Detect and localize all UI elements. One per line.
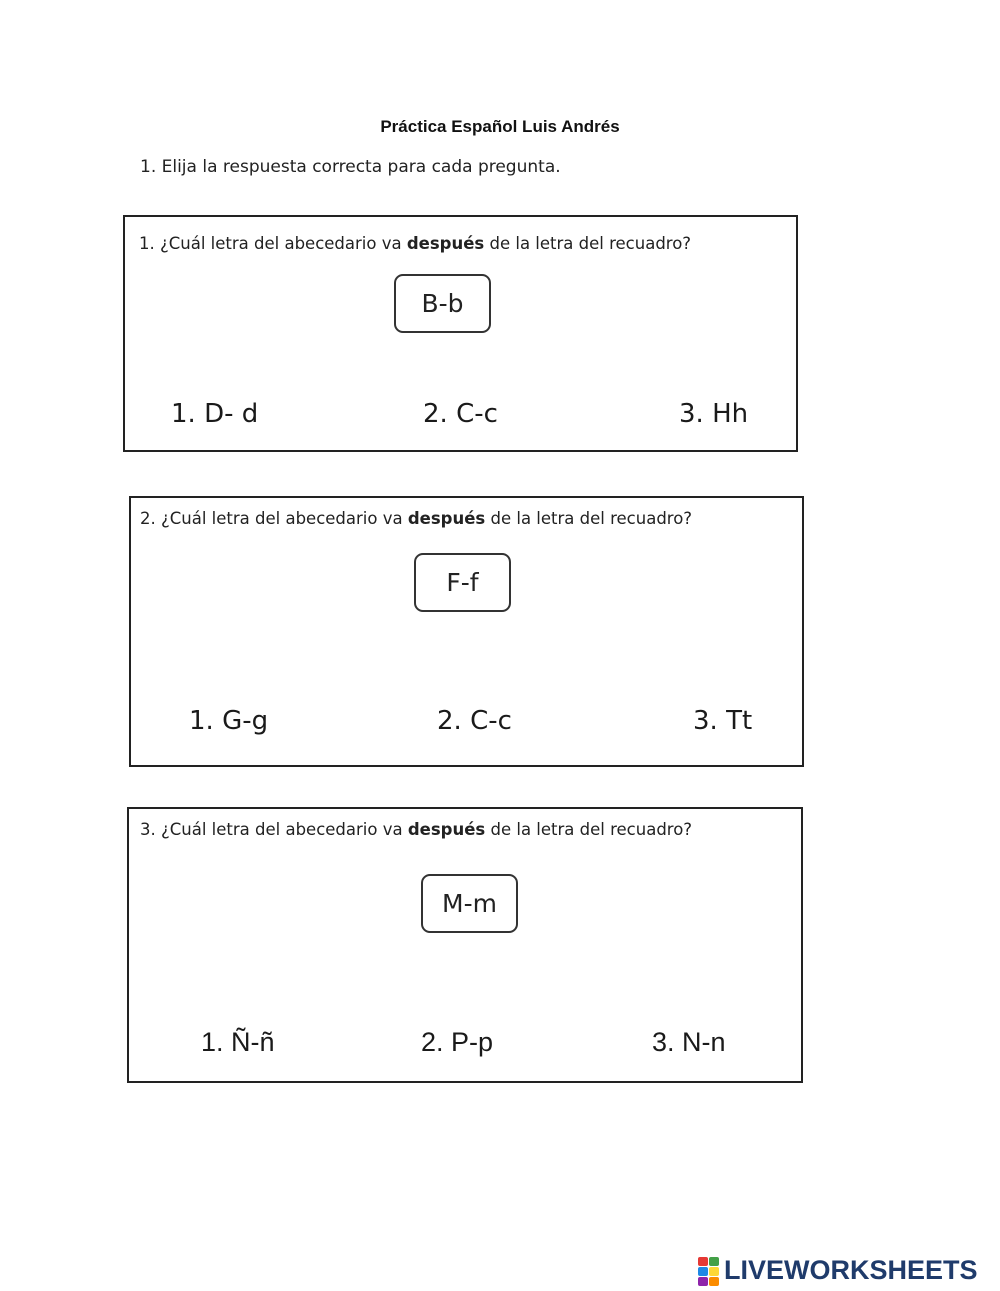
letter-box-1: B-b bbox=[394, 274, 491, 333]
question-text-1 bbox=[139, 234, 691, 253]
question-emphasis: después bbox=[406, 234, 485, 253]
answer-option-2-3[interactable]: 3. Tt bbox=[693, 706, 753, 736]
letter-box-3: M-m bbox=[421, 874, 518, 933]
question-prefix: 2. ¿Cuál letra del abecedario va bbox=[140, 509, 408, 528]
question-suffix: de la letra del recuadro? bbox=[485, 820, 693, 839]
question-emphasis: después bbox=[407, 509, 486, 528]
answer-option-3-2[interactable]: 2. P-p bbox=[421, 1027, 494, 1057]
question-text-2 bbox=[140, 509, 692, 528]
question-prefix: 1. ¿Cuál letra del abecedario va bbox=[139, 234, 407, 253]
liveworksheets-logo bbox=[698, 1255, 978, 1286]
answer-option-3-1[interactable]: 1. Ñ-ñ bbox=[201, 1027, 275, 1057]
question-box-2 bbox=[129, 496, 804, 767]
question-box-3 bbox=[127, 807, 803, 1083]
page-title: Práctica Español Luis Andrés bbox=[380, 117, 620, 136]
question-emphasis: después bbox=[407, 820, 486, 839]
answer-option-1-2[interactable]: 2. C-c bbox=[423, 399, 498, 429]
answer-option-2-1[interactable]: 1. G-g bbox=[189, 706, 269, 736]
question-suffix: de la letra del recuadro? bbox=[484, 234, 692, 253]
answer-option-1-1[interactable]: 1. D- d bbox=[171, 399, 259, 429]
instruction-text: 1. Elija la respuesta correcta para cada pregunta. bbox=[140, 157, 561, 177]
question-suffix: de la letra del recuadro? bbox=[485, 509, 693, 528]
logo-text: LIVEWORKSHEETS bbox=[724, 1255, 978, 1285]
question-prefix: 3. ¿Cuál letra del abecedario va bbox=[140, 820, 408, 839]
letter-box-2: F-f bbox=[414, 553, 511, 612]
answer-option-1-3[interactable]: 3. Hh bbox=[679, 399, 749, 429]
question-box-1 bbox=[123, 215, 798, 452]
answer-option-3-3[interactable]: 3. N-n bbox=[652, 1027, 726, 1057]
question-text-3 bbox=[140, 820, 692, 839]
liveworksheets-logo-icon bbox=[698, 1257, 720, 1285]
answer-option-2-2[interactable]: 2. C-c bbox=[437, 706, 512, 736]
